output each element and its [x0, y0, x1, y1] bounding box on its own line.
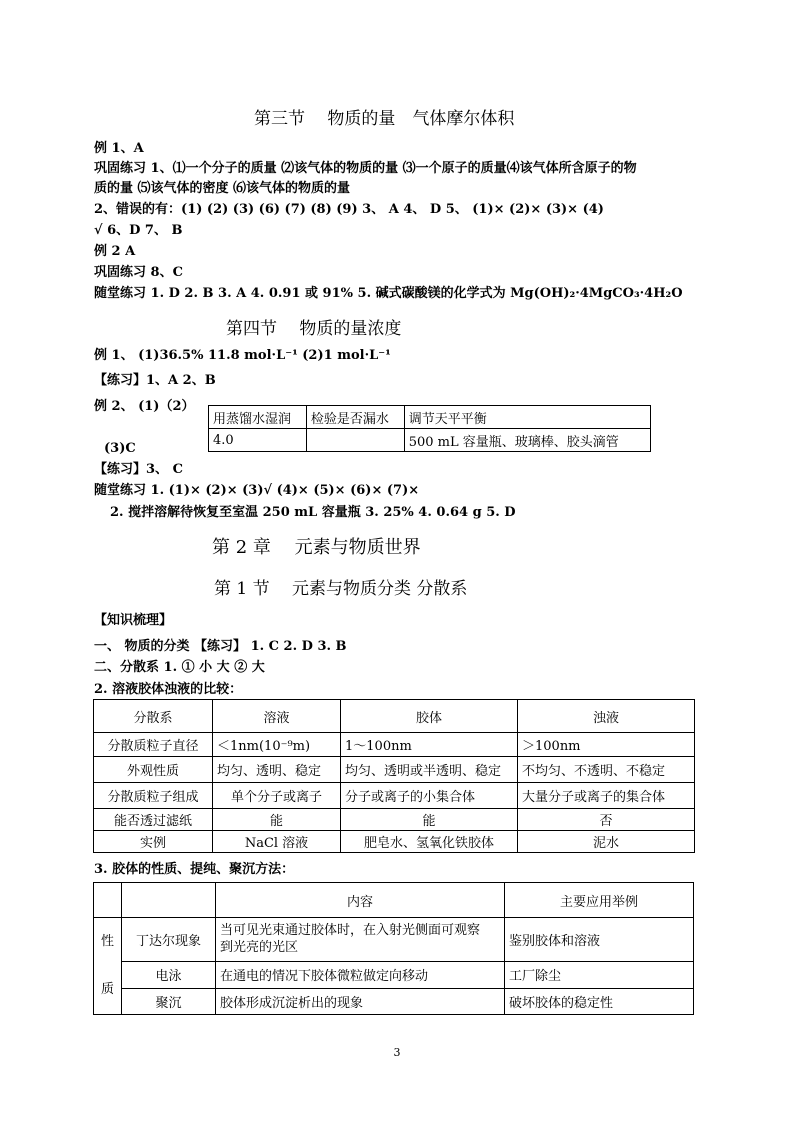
table-cell: 泥水: [518, 831, 695, 853]
table-cell: 胶体: [341, 700, 518, 733]
table-cell: 检验是否漏水: [306, 406, 404, 429]
table-cell: 外观性质: [94, 757, 213, 783]
table-cell: 用蒸馏水湿润: [209, 406, 307, 429]
text-line: 随堂练习 1. D 2. B 3. A 4. 0.91 或 91% 5. 碱式碳酸镁的化学式为 Mg(OH)₂·4MgCO₃·4H₂O: [94, 286, 683, 301]
table-cell: 能: [341, 809, 518, 831]
table-cell: 在通电的情况下胶体微粒做定向移动: [216, 961, 505, 988]
cell-line: 到光亮的光区: [220, 940, 299, 956]
text-line: 【练习】1、A 2、B: [94, 373, 216, 388]
table-cell: 聚沉: [122, 988, 216, 1014]
table-cell: 能否透过滤纸: [94, 809, 213, 831]
table-cell: 不均匀、不透明、不稳定: [518, 757, 695, 783]
table-cell: 实例: [94, 831, 213, 853]
table-cell: 能: [213, 809, 341, 831]
text-line: 2. 搅拌溶解待恢复至室温 250 mL 容量瓶 3. 25% 4. 0.64 g 5. D: [110, 505, 516, 520]
table-cell: 浊液: [518, 700, 695, 733]
answer-table: [208, 405, 651, 452]
text-line: 巩固练习 1、⑴一个分子的质量 ⑵该气体的物质的量 ⑶一个原子的质量⑷该气体所含原子的物: [94, 161, 637, 176]
table-cell: 内容: [216, 883, 505, 918]
text-line: 一、 物质的分类 【练习】 1. C 2. D 3. B: [94, 639, 347, 654]
table-cell: 均匀、透明或半透明、稳定: [341, 757, 518, 783]
table-cell: ＜1nm(10⁻⁹m): [213, 733, 341, 757]
table-cell: 溶液: [213, 700, 341, 733]
table-cell: 4.0: [209, 429, 307, 452]
table-cell: 鉴别胶体和溶液: [505, 918, 694, 962]
table-cell: 分散系: [94, 700, 213, 733]
text-line: 例 1、A: [94, 141, 144, 156]
table-cell: 主要应用举例: [505, 883, 694, 918]
section4-title: 第四节 物质的量浓度: [226, 319, 402, 339]
table-cell: 分散质粒子组成: [94, 783, 213, 809]
text-line: 质的量 ⑸该气体的密度 ⑹该气体的物质的量: [94, 181, 351, 196]
page-number: 3: [393, 1046, 401, 1059]
table-cell: 1～100nm: [341, 733, 518, 757]
table-cell: 丁达尔现象: [122, 918, 216, 962]
table-cell: 调节天平平衡: [404, 406, 650, 429]
text-line: 例 1、 (1)36.5% 11.8 mol·L⁻¹ (2)1 mol·L⁻¹: [94, 348, 391, 363]
text-line: 二、分散系 1. ① 小 大 ② 大: [94, 660, 265, 675]
table-cell: [94, 918, 122, 1015]
side-label: 性: [100, 934, 114, 949]
text-line: 随堂练习 1. (1)× (2)× (3)√ (4)× (5)× (6)× (7)×: [94, 483, 420, 498]
text-line: √ 6、D 7、 B: [94, 223, 183, 238]
table-cell: [122, 883, 216, 918]
text-line: 例 2、 (1)（2）: [94, 399, 195, 414]
text-line: 巩固练习 8、C: [94, 265, 183, 280]
text-line: 【知识梳理】: [94, 613, 173, 628]
colloid-properties-table: [93, 882, 694, 1015]
table-cell: [216, 918, 505, 962]
table-cell: 单个分子或离子: [213, 783, 341, 809]
table-cell: 否: [518, 809, 695, 831]
table-cell: 大量分子或离子的集合体: [518, 783, 695, 809]
table-cell: 500 mL 容量瓶、玻璃棒、胶头滴管: [404, 429, 650, 452]
table-cell: NaCl 溶液: [213, 831, 341, 853]
table-cell: 胶体形成沉淀析出的现象: [216, 988, 505, 1014]
table-cell: 分子或离子的小集合体: [341, 783, 518, 809]
table-cell: 均匀、透明、稳定: [213, 757, 341, 783]
dispersion-comparison-table: [93, 699, 695, 853]
text-line: 例 2 A: [94, 244, 136, 259]
table-cell: 肥皂水、氢氧化铁胶体: [341, 831, 518, 853]
side-label: 质: [100, 982, 114, 997]
table-cell: 破坏胶体的稳定性: [505, 988, 694, 1014]
table-cell: ＞100nm: [518, 733, 695, 757]
table-cell: [306, 429, 404, 452]
text-line: 2、错误的有：(1) (2) (3) (6) (7) (8) (9) 3、 A 4、 D 5、 (1)× (2)× (3)× (4): [94, 202, 604, 217]
text-line: 3. 胶体的性质、提纯、聚沉方法：: [94, 862, 295, 877]
section3-title: 第三节 物质的量 气体摩尔体积: [254, 109, 515, 129]
text-line: 2. 溶液胶体浊液的比较：: [94, 682, 243, 697]
text-line: 【练习】3、 C: [94, 462, 183, 477]
section-title: 第 1 节 元素与物质分类 分散系: [214, 579, 468, 599]
table-cell: 电泳: [122, 961, 216, 988]
chapter-title: 第 2 章 元素与物质世界: [212, 537, 421, 558]
table-cell: 工厂除尘: [505, 961, 694, 988]
cell-line: 当可见光束通过胶体时，在入射光侧面可观察: [220, 923, 481, 939]
text-line: (3)C: [104, 441, 136, 456]
table-cell: 分散质粒子直径: [94, 733, 213, 757]
table-cell: [94, 883, 122, 918]
